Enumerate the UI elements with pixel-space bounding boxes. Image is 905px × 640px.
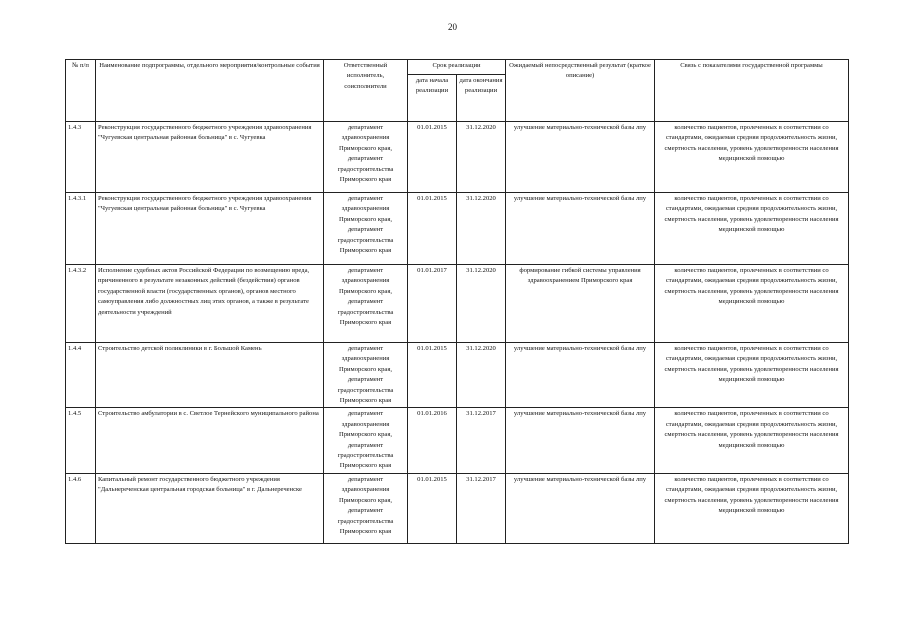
row-result: улучшение материально-технической базы лпу [506, 343, 655, 408]
row-num: 1.4.6 [66, 473, 96, 543]
row-start: 01.01.2015 [408, 473, 457, 543]
row-num: 1.4.4 [66, 343, 96, 408]
header-num: № п/п [66, 60, 96, 122]
row-start: 01.01.2015 [408, 122, 457, 193]
program-table [65, 59, 849, 544]
row-start: 01.01.2017 [408, 265, 457, 343]
table-row [66, 343, 849, 408]
row-link: количество пациентов, пролеченных в соответствии со стандартами, ожидаемая средняя продолжительность жизни, смертность населения, уровень удовлетворенности населения медицинской помощью [655, 473, 849, 543]
row-link: количество пациентов, пролеченных в соответствии со стандартами, ожидаемая средняя продолжительность жизни, смертность населения, уровень удовлетворенности населения медицинской помощью [655, 122, 849, 193]
row-link: количество пациентов, пролеченных в соответствии со стандартами, ожидаемая средняя продолжительность жизни, смертность населения, уровень удовлетворенности населения медицинской помощью [655, 408, 849, 473]
page-number: 20 [448, 22, 457, 32]
row-responsible: департамент здравоохранения Приморского края, департамент градостроительства Приморского края [324, 193, 408, 265]
row-responsible: департамент здравоохранения Приморского края, департамент градостроительства Приморского края [324, 473, 408, 543]
header-period: Срок реализации [408, 60, 506, 75]
row-link: количество пациентов, пролеченных в соответствии со стандартами, ожидаемая средняя продолжительность жизни, смертность населения, уровень удовлетворенности населения медицинской помощью [655, 265, 849, 343]
row-start: 01.01.2016 [408, 408, 457, 473]
header-responsible: Ответственный исполнитель, соисполнители [324, 60, 408, 122]
row-end: 31.12.2017 [457, 408, 506, 473]
header-end: дата окончания реализации [457, 75, 506, 122]
row-end: 31.12.2020 [457, 265, 506, 343]
row-start: 01.01.2015 [408, 343, 457, 408]
row-num: 1.4.3.1 [66, 193, 96, 265]
row-responsible: департамент здравоохранения Приморского края, департамент градостроительства Приморского края [324, 408, 408, 473]
header-start: дата начала реализации [408, 75, 457, 122]
row-name: Строительство амбулатории в с. Светлое Тернейского муниципального района [96, 408, 324, 473]
row-result: улучшение материально-технической базы лпу [506, 473, 655, 543]
row-end: 31.12.2017 [457, 473, 506, 543]
row-result: улучшение материально-технической базы лпу [506, 122, 655, 193]
row-end: 31.12.2020 [457, 343, 506, 408]
table-row [66, 408, 849, 473]
row-name: Исполнение судебных актов Российской Федерации по возмещению вреда, причиненного в результате незаконных действий (бездействия) органов государственной власти (государственных органов), органов местного самоуправления либо должностных лиц этих органов, а также в результате деятельности учреждений [96, 265, 324, 343]
row-result: улучшение материально-технической базы лпу [506, 193, 655, 265]
row-responsible: департамент здравоохранения Приморского края, департамент градостроительства Приморского края [324, 343, 408, 408]
row-responsible: департамент здравоохранения Приморского края, департамент градостроительства Приморского края [324, 265, 408, 343]
row-result: улучшение материально-технической базы лпу [506, 408, 655, 473]
row-end: 31.12.2020 [457, 193, 506, 265]
row-name: Реконструкция государственного бюджетного учреждения здравоохранения "Чугуевская центральная районная больница" в с. Чугуевка [96, 122, 324, 193]
table-row [66, 473, 849, 543]
row-num: 1.4.5 [66, 408, 96, 473]
row-link: количество пациентов, пролеченных в соответствии со стандартами, ожидаемая средняя продолжительность жизни, смертность населения, уровень удовлетворенности населения медицинской помощью [655, 343, 849, 408]
table-row [66, 193, 849, 265]
row-num: 1.4.3.2 [66, 265, 96, 343]
row-end: 31.12.2020 [457, 122, 506, 193]
row-responsible: департамент здравоохранения Приморского края, департамент градостроительства Приморского края [324, 122, 408, 193]
row-name: Реконструкция государственного бюджетного учреждения здравоохранения "Чугуевская центральная районная больница" в с. Чугуевка [96, 193, 324, 265]
row-num: 1.4.3 [66, 122, 96, 193]
row-name: Строительство детской поликлиники в г. Большой Камень [96, 343, 324, 408]
header-result: Ожидаемый непосредственный результат (краткое описание) [506, 60, 655, 122]
header-link: Связь с показателями государственной программы [655, 60, 849, 122]
row-link: количество пациентов, пролеченных в соответствии со стандартами, ожидаемая средняя продолжительность жизни, смертность населения, уровень удовлетворенности населения медицинской помощью [655, 193, 849, 265]
header-row-top [66, 60, 849, 75]
row-name: Капитальный ремонт государственного бюджетного учреждения "Дальнереченская центральная городская больница" в г. Дальнереченске [96, 473, 324, 543]
header-name: Наименование подпрограммы, отдельного мероприятия/контрольные события [96, 60, 324, 122]
table-row [66, 265, 849, 343]
row-result: формирование гибкой системы управления здравоохранением Приморского края [506, 265, 655, 343]
row-start: 01.01.2015 [408, 193, 457, 265]
table-row [66, 122, 849, 193]
